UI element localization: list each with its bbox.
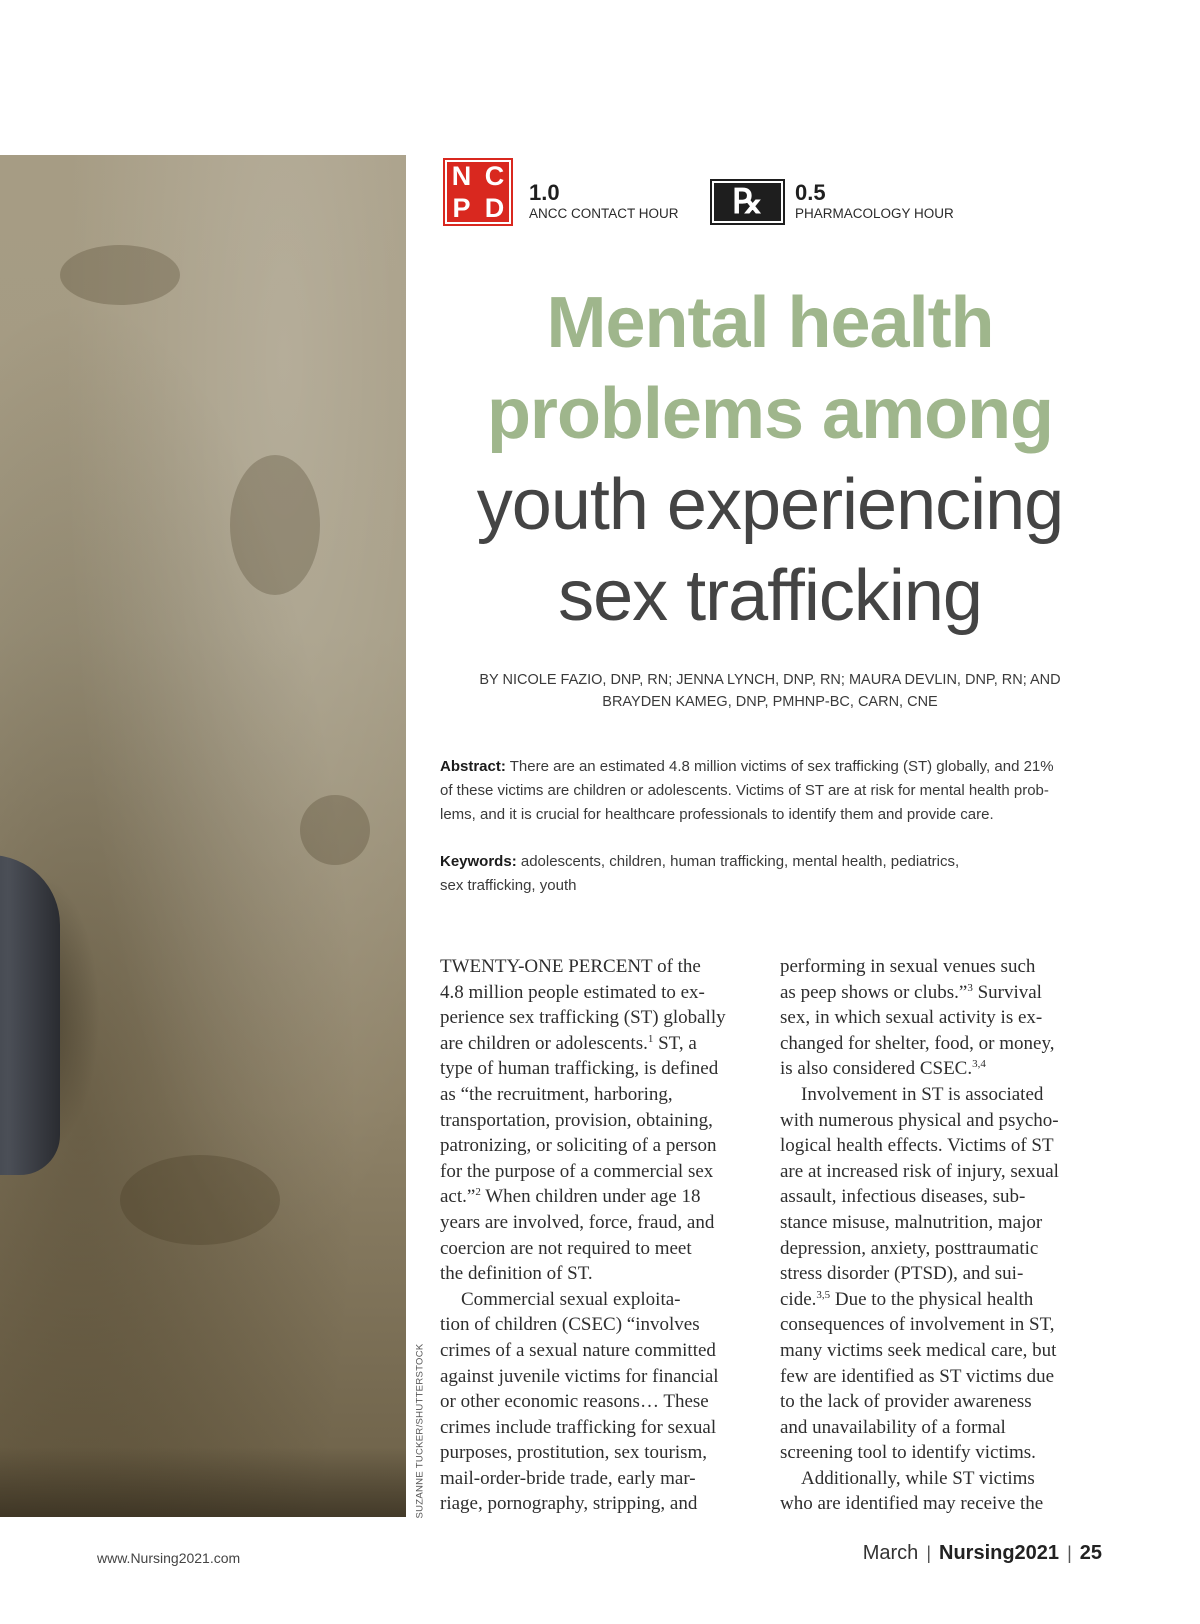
footer-url: www.Nursing2021.com xyxy=(97,1550,241,1566)
pharmacology-hours-label: PHARMACOLOGY HOUR xyxy=(795,206,954,221)
article-title xyxy=(440,278,1100,642)
abstract-label: Abstract: xyxy=(440,758,506,775)
title-line: Mental health xyxy=(546,283,994,363)
cover-photo xyxy=(0,155,406,1517)
title-line: sex trafficking xyxy=(558,556,982,636)
pharmacology-hours-value: 0.5 xyxy=(795,180,826,205)
abstract: Abstract: There are an estimated 4.8 million victims of sex trafficking (ST) globally, and 21% of these victims are children or adolescents. Victims of ST are at risk for mental health prob- lems, and it is crucial for healthcare professionals to identify them and provide care. xyxy=(440,758,1054,823)
footer-magazine: Nursing2021 xyxy=(939,1542,1060,1564)
footer-folio: March | Nursing2021 | 25 xyxy=(862,1542,1102,1564)
body-column-2: performing in sexual venues such as peep shows or clubs.”$^3$ Survival sex, in which sexual activity is ex- changed for shelter, food, or money, is also considered CSEC.$^{3,4}$ Involvement in ST is associated with numerous physical and psycho- logical health effects. Victims of ST are at increased risk of injury, sexual assault, infectious diseases, sub- stance misuse, malnutrition, major depression, anxiety, posttraumatic stress disorder (PTSD), and sui- cide.$^{3,5}$ Due to the physical health consequences of involvement in ST, many victims seek medical care, but few are identified as ST victims due to the lack of provider awareness and unavailability of a formal screening tool to identify victims. Additionally, while ST victims who are identified may receive the xyxy=(780,956,1059,1515)
body-column-1: TWENTY-ONE PERCENT of the 4.8 million people estimated to ex- perience sex trafficking (ST) globally are children or adolescents.$^1$ ST, a type of human trafficking, is defined as “the recruitment, harboring, transportation, provision, obtaining, patronizing, or soliciting of a person for the purpose of a commercial sex act.”$^2$ When children under age 18 years are involved, force, fraud, and coercion are not required to meet the definition of ST. Commercial sexual exploita- tion of children (CSEC) “involves crimes of a sexual nature committed against juvenile victims for financial or other economic reasons… These crimes include trafficking for sexual purposes, prostitution, sex tourism, mail-order-bride trade, early mar- riage, pornography, stripping, and xyxy=(440,956,726,1515)
contact-hours-value: 1.0 xyxy=(529,180,560,205)
citation: 3,4 xyxy=(972,1058,986,1071)
citation: 3 xyxy=(967,981,973,994)
byline: BY NICOLE FAZIO, DNP, RN; JENNA LYNCH, DNP, RN; MAURA DEVLIN, DNP, RN; AND BRAYDEN KAMEG, DNP, PMHNP-BC, CARN, CNE xyxy=(479,672,1061,710)
photo-credit: SUZANNE TUCKER/SHUTTERSTOCK xyxy=(414,1343,426,1519)
page-number: 25 xyxy=(1079,1542,1102,1564)
title-line: problems among xyxy=(486,374,1054,454)
keywords: Keywords: adolescents, children, human trafficking, mental health, pediatrics, sex trafficking, youth xyxy=(440,853,960,894)
contact-hours-label: ANCC CONTACT HOUR xyxy=(529,206,679,221)
pharmacology-hour-badge xyxy=(795,180,954,221)
citation: 3,5 xyxy=(816,1288,831,1301)
rx-icon: ℞ xyxy=(710,179,785,225)
footer-month: March xyxy=(862,1542,919,1564)
citation: 2 xyxy=(475,1186,481,1199)
keywords-label: Keywords: xyxy=(440,853,517,870)
ncpd-logo: N C P D xyxy=(443,158,513,226)
citation: 1 xyxy=(647,1032,654,1045)
title-line: youth experiencing xyxy=(476,465,1064,545)
contact-hour-badge xyxy=(529,180,679,221)
person-figure xyxy=(0,855,60,1175)
